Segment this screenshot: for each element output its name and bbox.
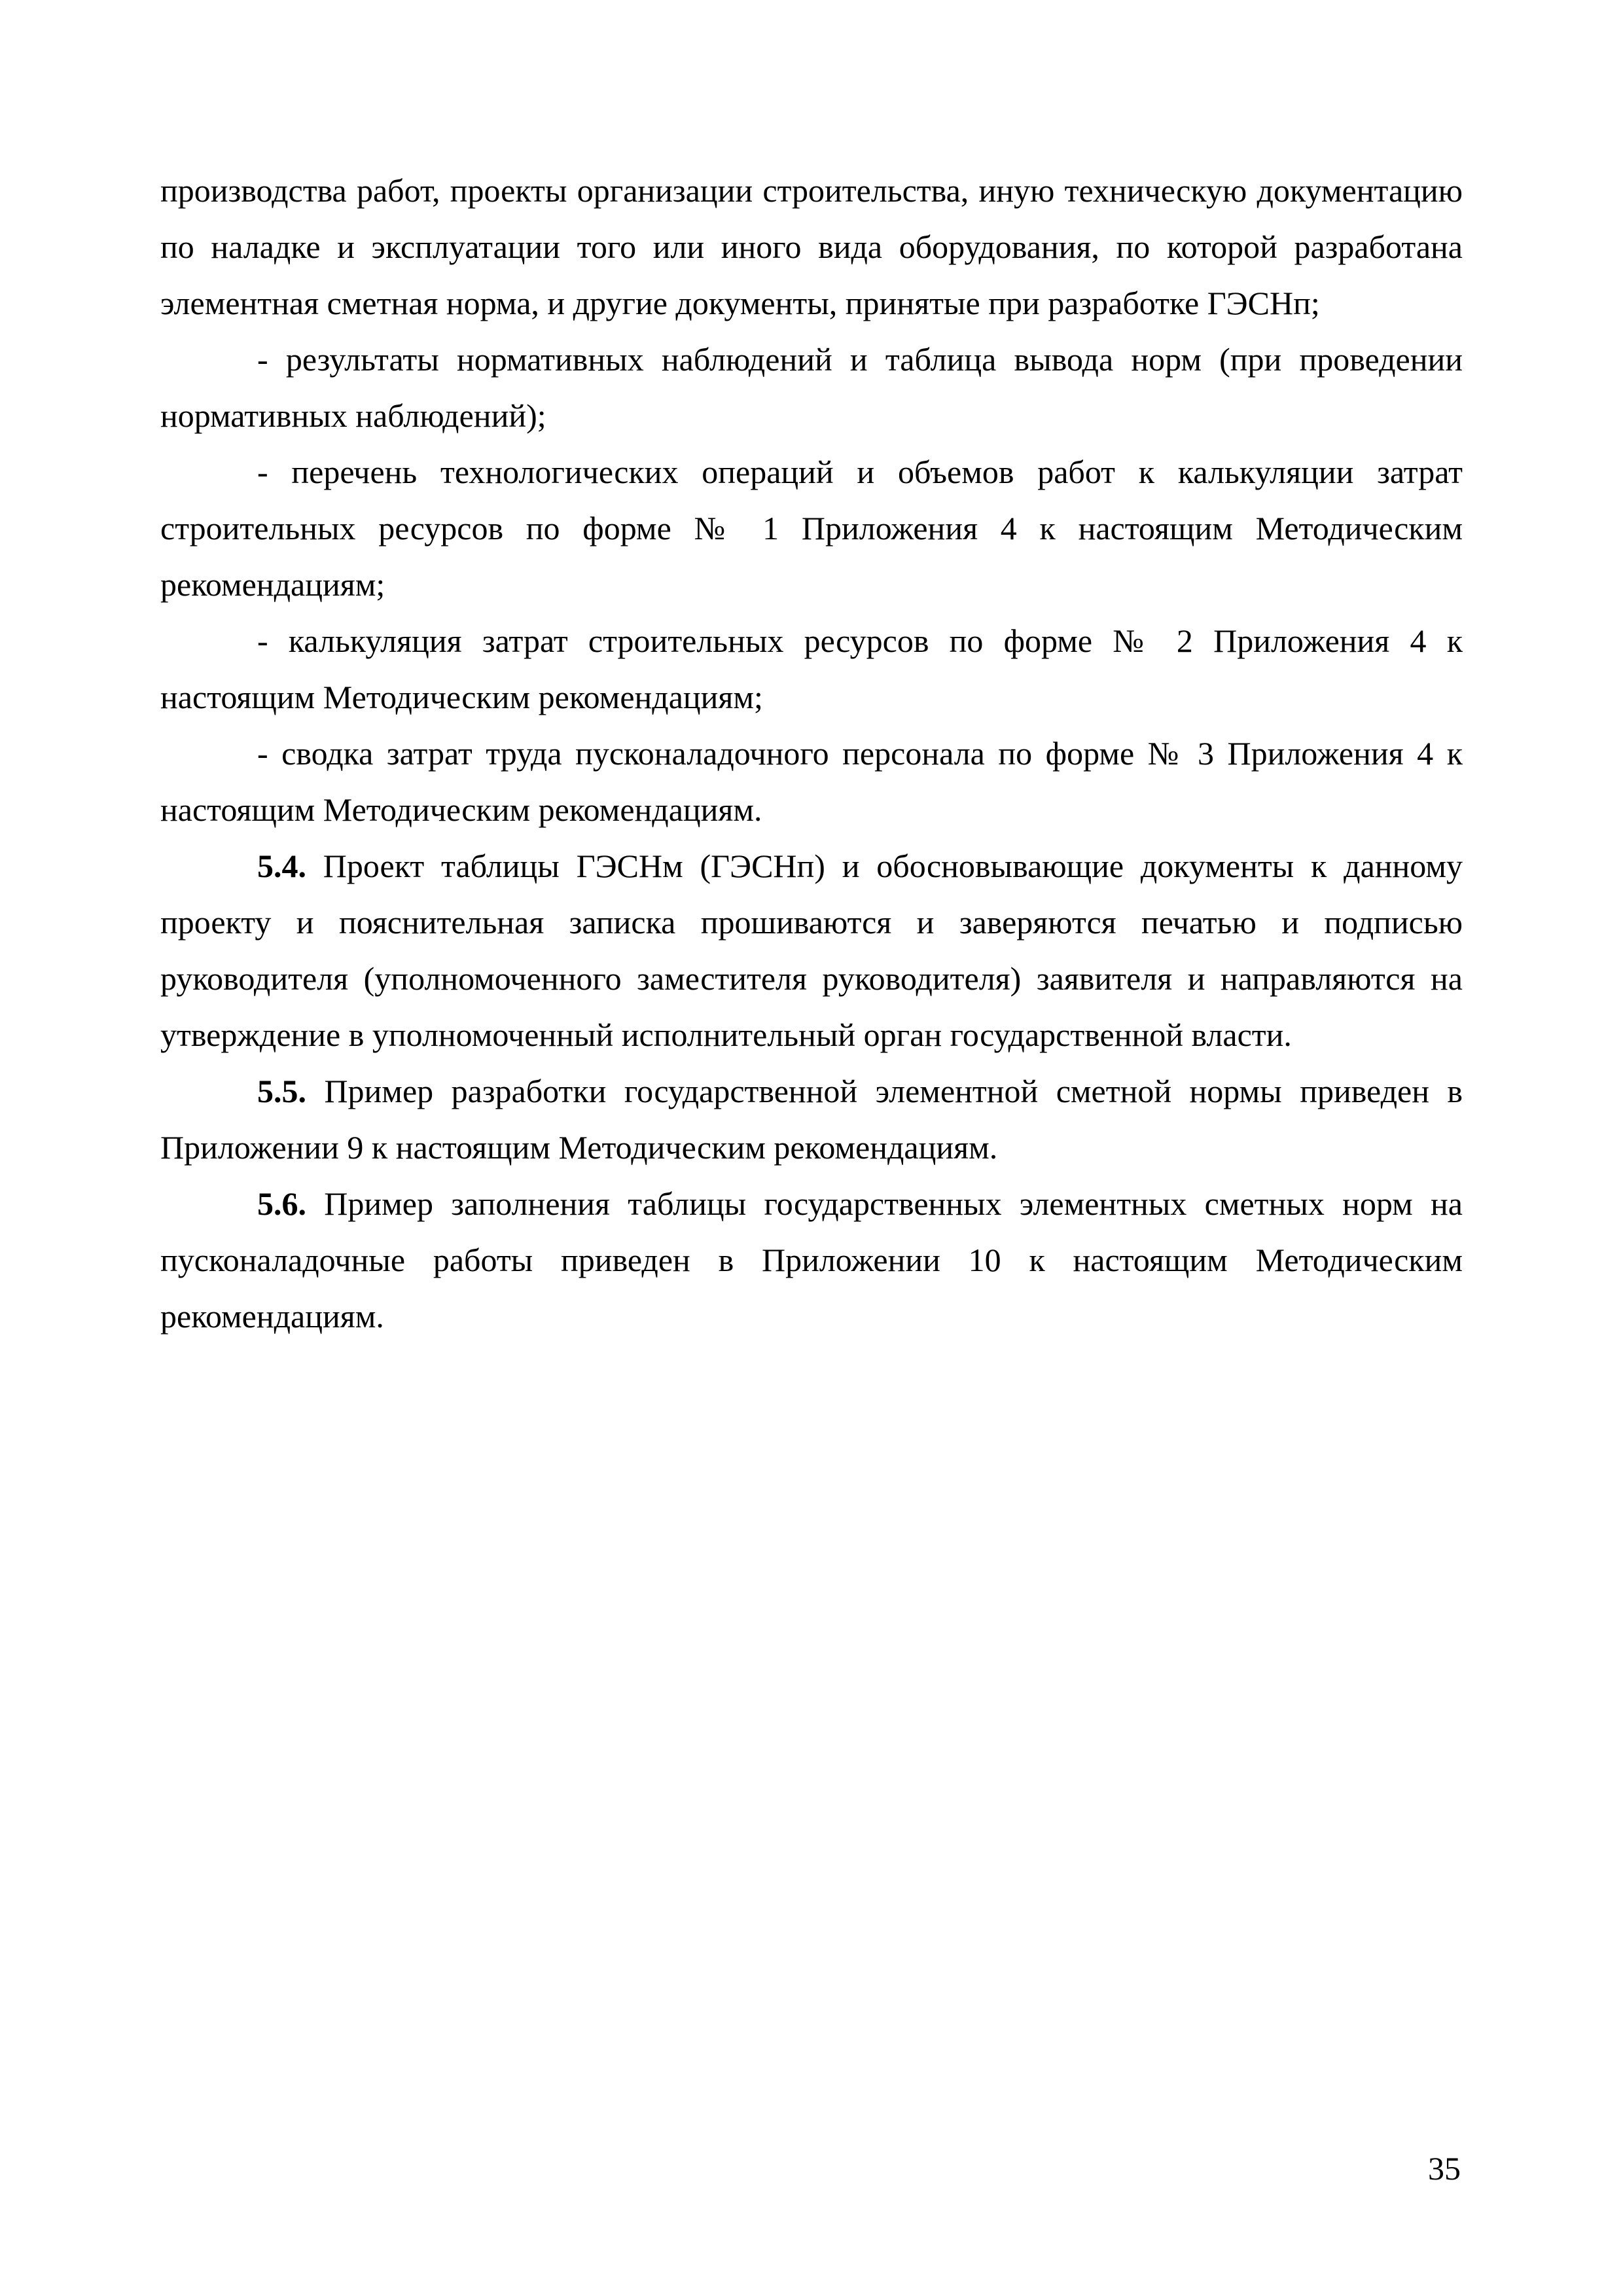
- paragraph-continuation: [160, 162, 1463, 331]
- paragraph-5-4: [160, 838, 1463, 1063]
- section-number: 5.4.: [257, 848, 306, 884]
- section-number: 5.5.: [257, 1073, 306, 1109]
- page-content: [160, 162, 1463, 1344]
- paragraph-5-5: [160, 1063, 1463, 1175]
- paragraph-text: Пример разработки государственной элементной сметной нормы приведен в Приложении 9 к настоящим Методическим рекомендациям.: [160, 1073, 1463, 1166]
- list-item: [160, 444, 1463, 613]
- page-number: 35: [1428, 2150, 1461, 2187]
- list-item: [160, 725, 1463, 838]
- section-number: 5.6.: [257, 1185, 306, 1222]
- list-item-text: - калькуляция затрат строительных ресурсов по форме № 2 Приложения 4 к настоящим Методическим рекомендациям;: [160, 622, 1463, 715]
- list-item: [160, 331, 1463, 444]
- paragraph-text: производства работ, проекты организации строительства, иную техническую документацию по наладке и эксплуатации того или иного вида оборудования, по которой разработана элементная сметная норма, и другие документы, принятые при разработке ГЭСНп;: [160, 172, 1463, 321]
- list-item-text: - сводка затрат труда пусконаладочного персонала по форме № 3 Приложения 4 к настоящим Методическим рекомендациям.: [160, 735, 1463, 828]
- list-item-text: - результаты нормативных наблюдений и таблица вывода норм (при проведении нормативных наблюдений);: [160, 341, 1463, 434]
- paragraph-text: Пример заполнения таблицы государственных элементных сметных норм на пусконаладочные работы приведен в Приложении 10 к настоящим Методическим рекомендациям.: [160, 1185, 1463, 1335]
- paragraph-text: Проект таблицы ГЭСНм (ГЭСНп) и обосновывающие документы к данному проекту и пояснительная записка прошиваются и заверяются печатью и подписью руководителя (уполномоченного заместителя руководителя) заявителя и направляются на утверждение в уполномоченный исполнительный орган государственной власти.: [160, 848, 1463, 1053]
- list-item-text: - перечень технологических операций и объемов работ к калькуляции затрат строительных ресурсов по форме № 1 Приложения 4 к настоящим Методическим рекомендациям;: [160, 454, 1463, 603]
- list-item: [160, 613, 1463, 725]
- paragraph-5-6: [160, 1175, 1463, 1344]
